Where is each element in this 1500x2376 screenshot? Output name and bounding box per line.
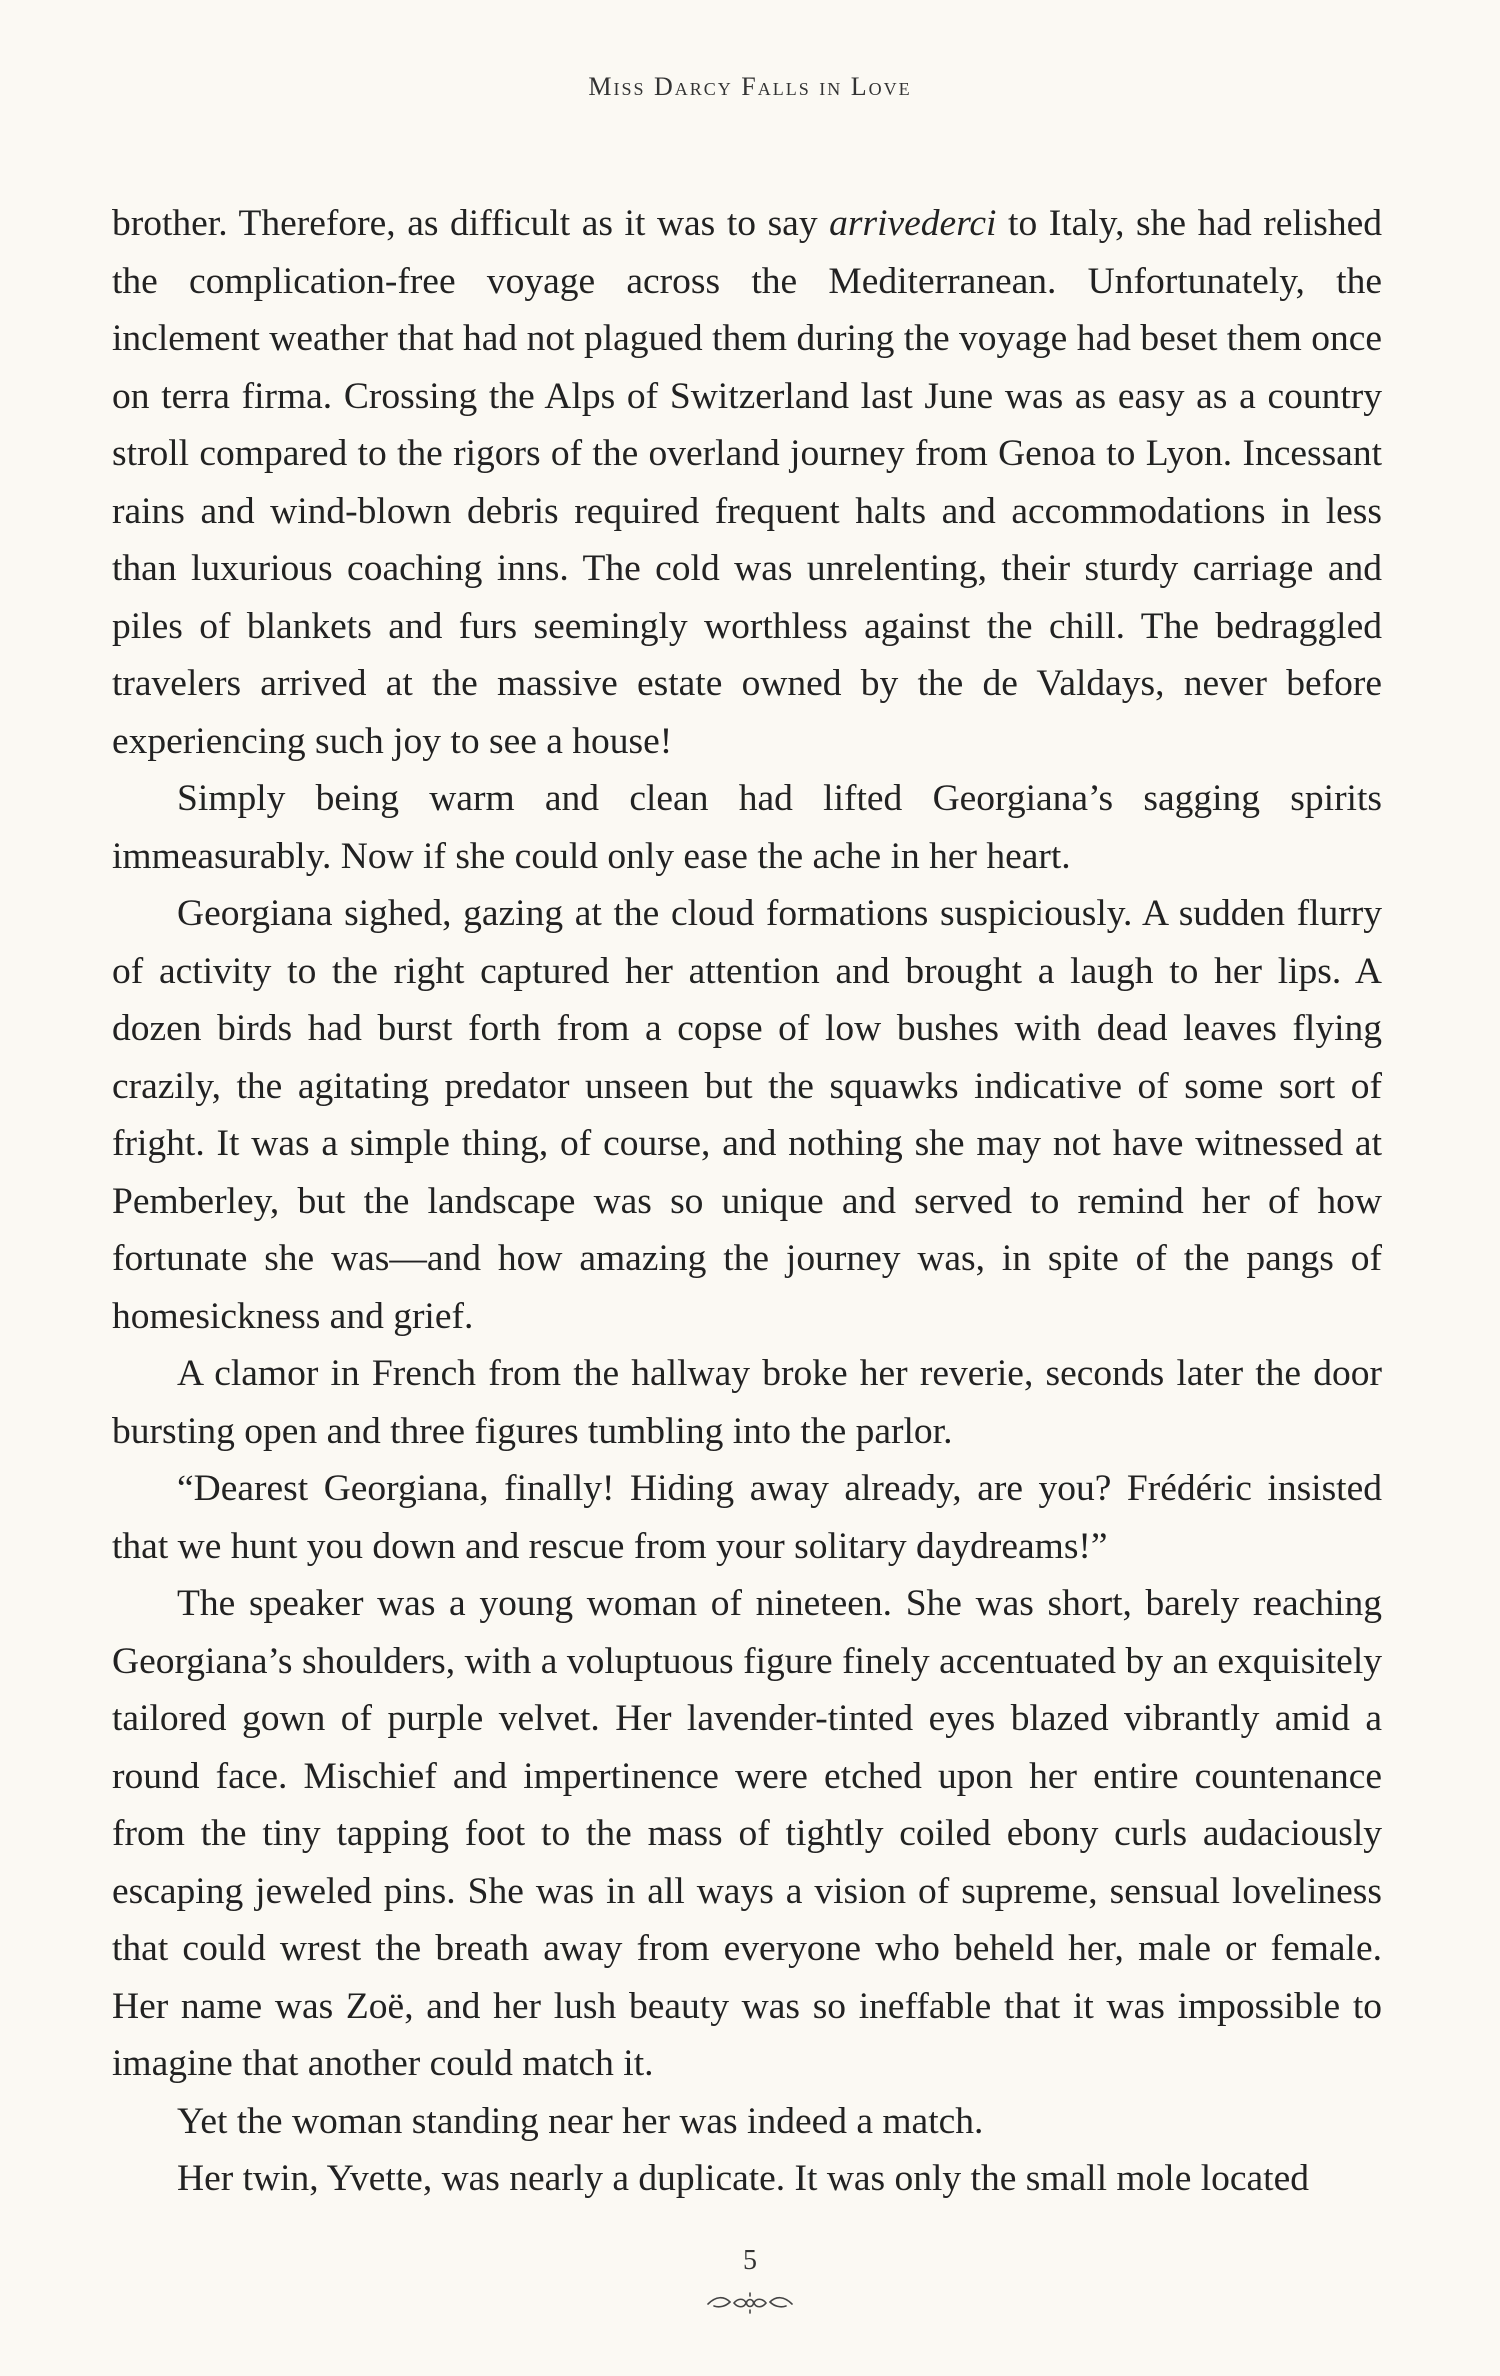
fleuron-ornament-icon <box>700 2290 800 2316</box>
paragraph-2: Simply being warm and clean had lifted Georgiana’s sagging spirits immeasurably. Now if she could only ease the ache in her heart. <box>112 778 1382 877</box>
paragraph-5: “Dearest Georgiana, finally! Hiding away already, are you? Frédéric insisted that we hunt you down and rescue from your solitary daydreams!” <box>112 1468 1382 1567</box>
paragraph-1-text-after: to Italy, she had relished the complication-free voyage across the Mediterranean. Unfortunately, the inclement weather that had not plagued them during the voyage had beset them once on terra firma. Crossing the Alps of Switzerland last June was as easy as a country stroll compared to the rigors of the overland journey from Genoa to Lyon. Incessant rains and wind-blown debris required frequent halts and accommodations in less than luxurious coaching inns. The cold was unrelenting, their sturdy carriage and piles of blankets and furs seemingly worthless against the chill. The bedraggled travelers arrived at the massive estate owned by the de Valdays, never before experiencing such joy to see a house! <box>112 203 1382 762</box>
italic-word: arrivederci <box>829 203 997 244</box>
paragraph-8: Her twin, Yvette, was nearly a duplicate. It was only the small mole located <box>177 2158 1309 2199</box>
paragraph-4: A clamor in French from the hallway broke her reverie, seconds later the door bursting open and three figures tumbling into the parlor. <box>112 1353 1382 1452</box>
paragraph-1 <box>112 195 1382 770</box>
running-head-title: Miss Darcy Falls in Love <box>588 72 912 101</box>
body-text <box>112 195 1382 2208</box>
paragraph-7: Yet the woman standing near her was indeed a match. <box>177 2100 984 2142</box>
page-number: 5 <box>743 2245 757 2276</box>
paragraph-3: Georgiana sighed, gazing at the cloud formations suspiciously. A sudden flurry of activity to the right captured her attention and brought a laugh to her lips. A dozen birds had burst forth from a copse of low bushes with dead leaves flying crazily, the agitating predator unseen but the squawks indicative of some sort of fright. It was a simple thing, of course, and nothing she may not have witnessed at Pemberley, but the landscape was so unique and served to remind her of how fortunate she was—and how amazing the journey was, in spite of the pangs of homesickness and grief. <box>112 893 1382 1337</box>
paragraph-6: The speaker was a young woman of nineteen. She was short, barely reaching Georgiana’s shoulders, with a voluptuous figure finely accentuated by an exquisitely tailored gown of purple velvet. Her lavender-tinted eyes blazed vibrantly amid a round face. Mischief and impertinence were etched upon her entire countenance from the tiny tapping foot to the mass of tightly coiled ebony curls audaciously escaping jeweled pins. She was in all ways a vision of supreme, sensual loveliness that could wrest the breath away from everyone who beheld her, male or female. Her name was Zoë, and her lush beauty was so ineffable that it was impossible to imagine that another could match it. <box>112 1583 1382 2084</box>
paragraph-1-text-before: brother. Therefore, as difficult as it was to say <box>112 203 830 244</box>
